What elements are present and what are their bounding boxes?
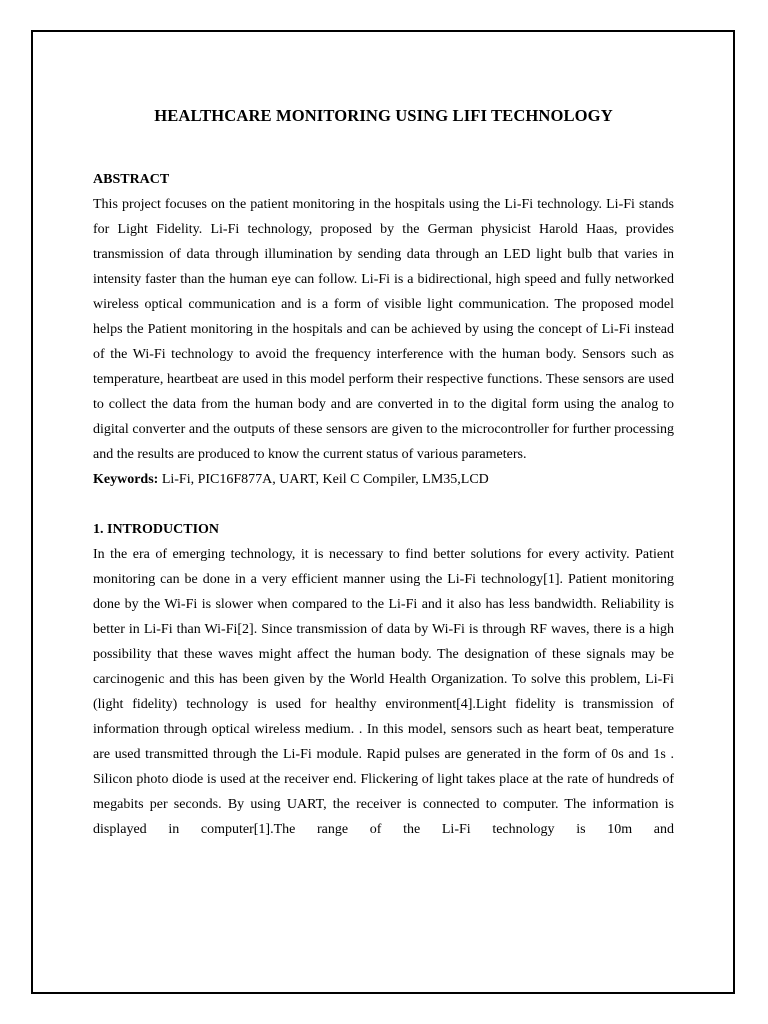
keywords-text: Li-Fi, PIC16F877A, UART, Keil C Compiler, LM35,LCD bbox=[158, 472, 489, 487]
abstract-text: This project focuses on the patient monitoring in the hospitals using the Li-Fi technology. Li-Fi stands for Light Fidelity. Li-Fi technology, proposed by the German physicist Harold Haas, provides transmission of data through illumination by sending data through an LED light bulb that varies in intensity faster than the human eye can follow. Li-Fi is a bidirectional, high speed and fully networked wireless optical communication and is a form of visible light communication. The proposed model helps the Patient monitoring in the hospitals and can be achieved by using the concept of Li-Fi instead of the Wi-Fi technology to avoid the frequency interference with the human body. Sensors such as temperature, heartbeat are used in this model perform their respective functions. These sensors are used to collect the data from the human body and are converted in to the digital form using the analog to digital converter and the outputs of these sensors are given to the microcontroller for further processing and the results are produced to know the current status of various parameters. bbox=[93, 197, 674, 462]
paper-body bbox=[93, 102, 674, 842]
keywords-label: Keywords: bbox=[93, 472, 159, 487]
introduction-heading: 1. INTRODUCTION bbox=[93, 522, 220, 537]
paper-title: HEALTHCARE MONITORING USING LIFI TECHNOLOGY bbox=[154, 106, 613, 125]
keywords-line bbox=[93, 467, 674, 492]
abstract-heading: ABSTRACT bbox=[93, 172, 170, 187]
introduction-text: In the era of emerging technology, it is necessary to find better solutions for every activity. Patient monitoring can be done in a very efficient manner using the Li-Fi technology[1]. Patient monitoring done by the Wi-Fi is slower when compared to the Li-Fi and it also has less bandwidth. Reliability is better in Li-Fi than Wi-Fi[2]. Since transmission of data by Wi-Fi is through RF waves, there is a high possibility that these waves might affect the human body. The designation of these signals may be carcinogenic and this has been given by the World Health Organization. To solve this problem, Li-Fi (light fidelity) technology is used for healthy environment[4].Light fidelity is transmission of information through optical wireless medium. . In this model, sensors such as heart beat, temperature are used transmitted through the Li-Fi module. Rapid pulses are generated in the form of 0s and 1s . Silicon photo diode is used at the receiver end. Flickering of light takes place at the rate of hundreds of megabits per seconds. By using UART, the receiver is connected to computer. The information is displayed in computer[1].The range of the Li-Fi technology is 10m and bbox=[93, 547, 674, 837]
